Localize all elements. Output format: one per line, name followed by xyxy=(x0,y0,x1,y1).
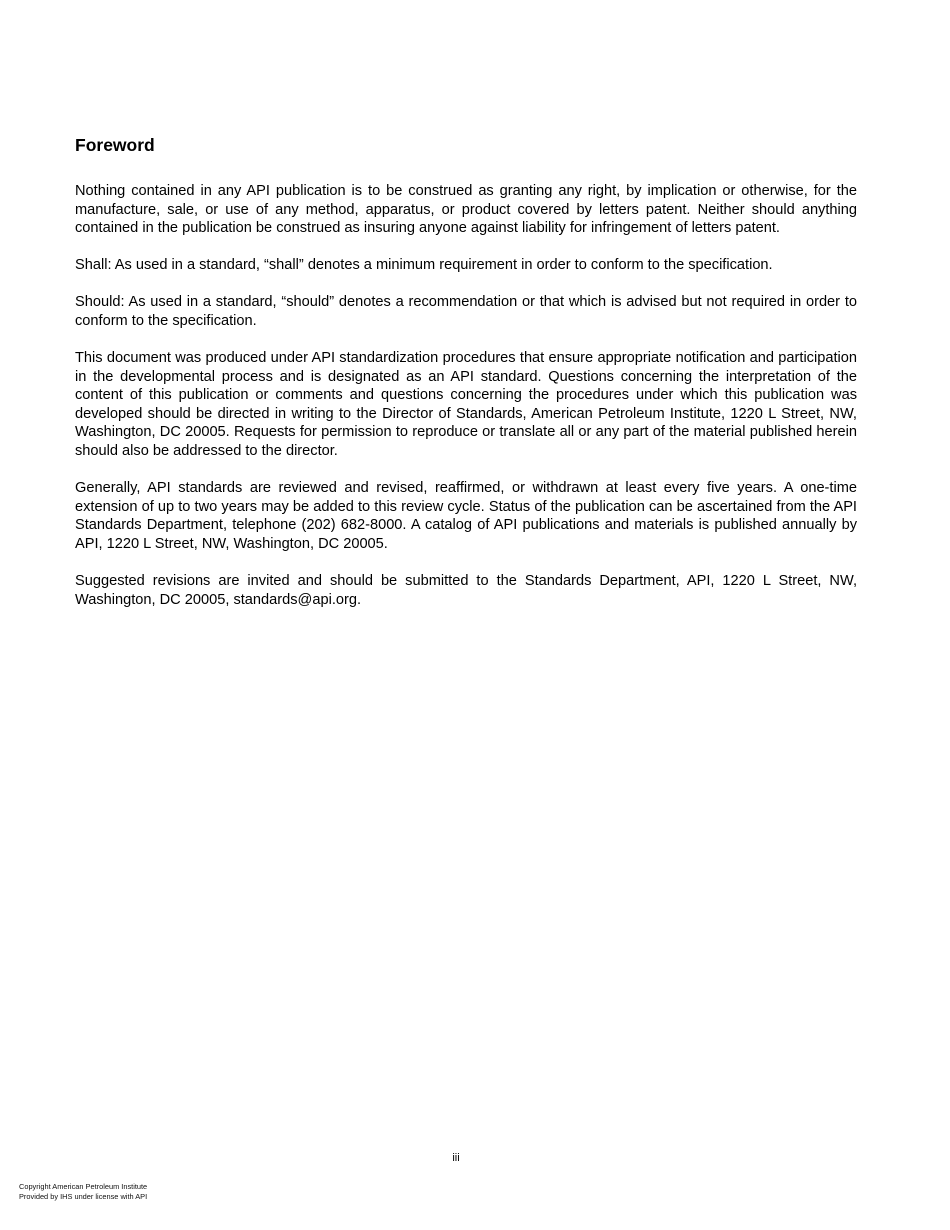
page-number: iii xyxy=(452,1152,460,1164)
paragraph-should-definition: Should: As used in a standard, “should” denotes a recommendation or that which is advised but not required in order to conform to the specification. xyxy=(75,294,857,329)
paragraph-suggested-revisions: Suggested revisions are invited and should be submitted to the Standards Department, API, 1220 L Street, NW, Washington, DC 20005, standards@api.org. xyxy=(75,573,857,608)
foreword-body xyxy=(75,182,857,628)
page-title: Foreword xyxy=(75,135,155,155)
paragraph-patent-disclaimer: Nothing contained in any API publication is to be construed as granting any right, by implication or otherwise, for the manufacture, sale, or use of any method, apparatus, or product covered by letters patent. Neither should anything contained in the publication be construed as insuring anyone against liability for infringement of letters patent. xyxy=(75,183,857,237)
paragraph-shall-definition: Shall: As used in a standard, “shall” denotes a minimum requirement in order to conform to the specification. xyxy=(75,257,773,274)
paragraph-standardization-procedures: This document was produced under API standardization procedures that ensure appropriate notification and participation in the developmental process and is designated as an API standard. Questions concerning the interpretation of the content of this publication or comments and questions concerning the procedures under which this publication was developed should be directed in writing to the Director of Standards, American Petroleum Institute, 1220 L Street, NW, Washington, DC 20005. Requests for permission to reproduce or translate all or any part of the material published herein should also be addressed to the director. xyxy=(75,350,857,460)
license-line: Provided by IHS under license with API xyxy=(19,1191,148,1201)
paragraph-review-cycle: Generally, API standards are reviewed and revised, reaffirmed, or withdrawn at least every five years. A one-time extension of up to two years may be added to this review cycle. Status of the publication can be ascertained from the API Standards Department, telephone (202) 682-8000. A catalog of API publications and materials is published annually by API, 1220 L Street, NW, Washington, DC 20005. xyxy=(75,480,857,552)
copyright-footer xyxy=(19,1182,147,1202)
copyright-line: Copyright American Petroleum Institute xyxy=(19,1182,148,1191)
